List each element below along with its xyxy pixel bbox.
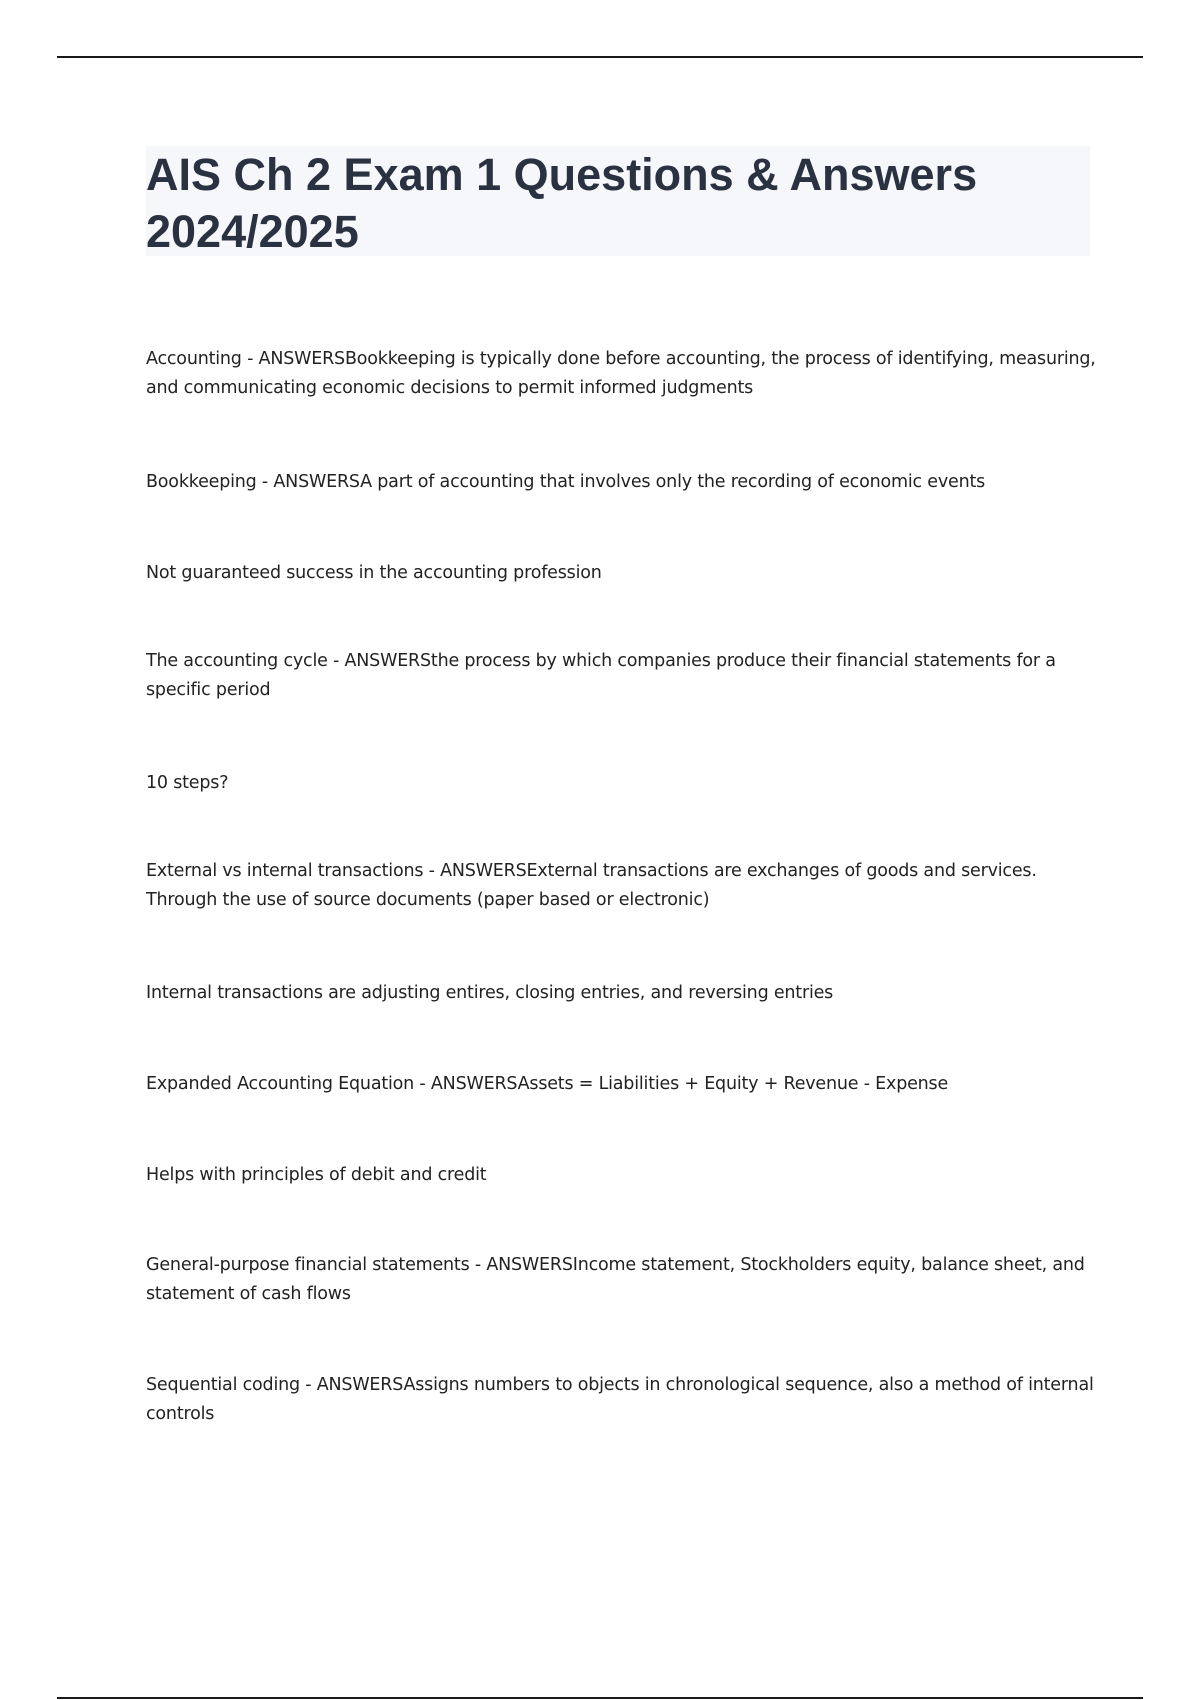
title-block bbox=[146, 146, 1090, 256]
entry-sequential-coding: Sequential coding - ANSWERSAssigns numbers to objects in chronological sequence, also a method of internal controls bbox=[146, 1375, 1094, 1424]
entry-not-guaranteed: Not guaranteed success in the accounting profession bbox=[146, 563, 602, 583]
entry-ten-steps: 10 steps? bbox=[146, 773, 229, 793]
bottom-rule bbox=[57, 1697, 1143, 1699]
entry-financial-statements: General-purpose financial statements - ANSWERSIncome statement, Stockholders equity, balance sheet, and statement of cash flows bbox=[146, 1255, 1085, 1304]
entry-internal-transactions: Internal transactions are adjusting entires, closing entries, and reversing entries bbox=[146, 983, 834, 1003]
entry-bookkeeping: Bookkeeping - ANSWERSA part of accounting that involves only the recording of economic events bbox=[146, 472, 986, 492]
entry-external-internal: External vs internal transactions - ANSWERSExternal transactions are exchanges of goods and services. Through the use of source documents (paper based or electronic) bbox=[146, 861, 1037, 910]
entry-debit-credit: Helps with principles of debit and credit bbox=[146, 1165, 487, 1185]
entry-accounting: Accounting - ANSWERSBookkeeping is typically done before accounting, the process of identifying, measuring, and communicating economic decisions to permit informed judgments bbox=[146, 349, 1096, 398]
entry-expanded-equation: Expanded Accounting Equation - ANSWERSAssets = Liabilities + Equity + Revenue - Expense bbox=[146, 1074, 949, 1094]
page-title: AIS Ch 2 Exam 1 Questions & Answers 2024/2025 bbox=[146, 149, 978, 257]
entry-accounting-cycle: The accounting cycle - ANSWERSthe process by which companies produce their financial statements for a specific period bbox=[146, 651, 1056, 700]
top-rule bbox=[57, 56, 1143, 58]
